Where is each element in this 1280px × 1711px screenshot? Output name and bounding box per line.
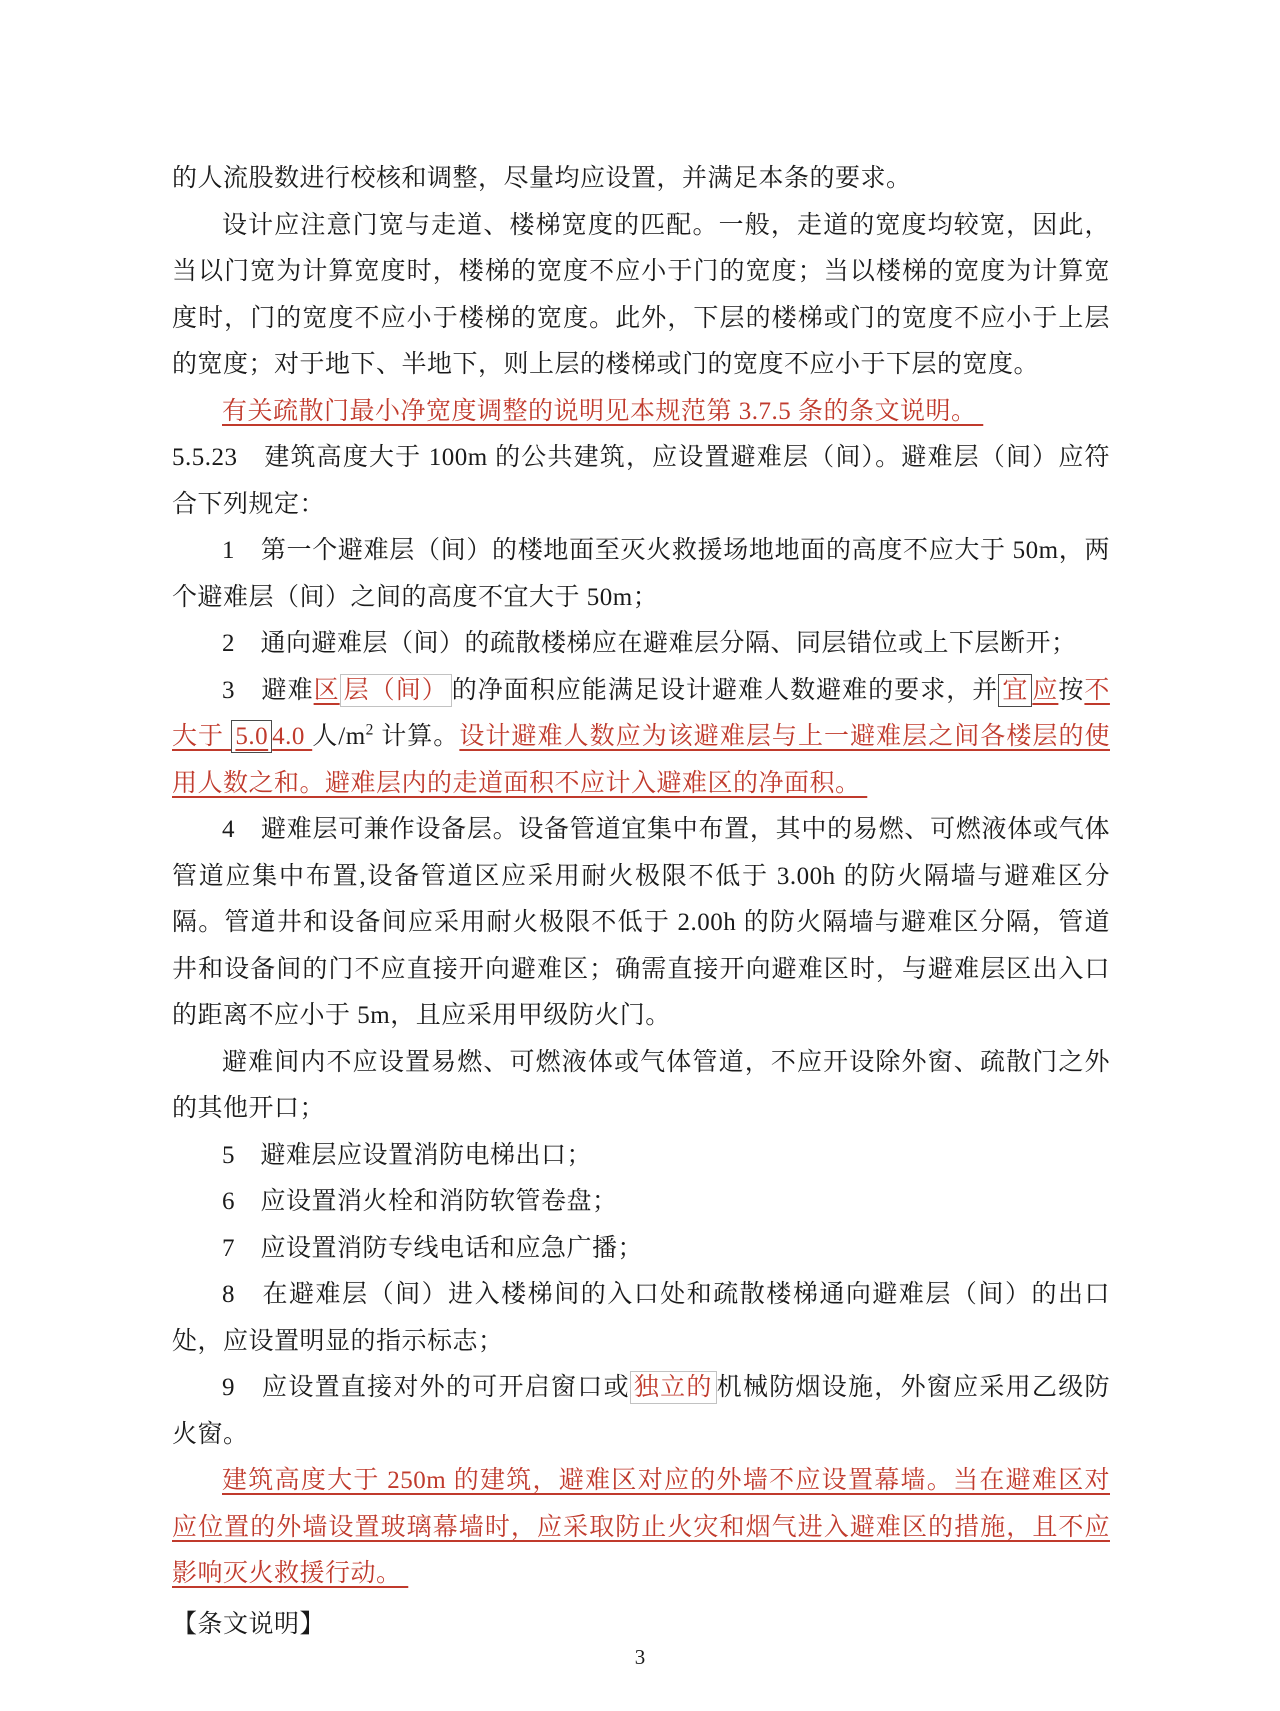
text-run: 设计应注意门宽与走道、楼梯宽度的匹配。一般，走道的宽度均较宽，因此，当以门宽为计算宽度时，楼梯的宽度不应小于门的宽度；当以楼梯的宽度为计算宽度时，门的宽度不应小于楼梯的宽度。此外，下层的楼梯或门的宽度不应小于上层的宽度；对于地下、半地下，则上层的楼梯或门的宽度不应小于下层的宽度。: [172, 211, 1110, 378]
text-run-del-light: 独立的: [630, 1371, 717, 1404]
paragraph-item-4: [172, 807, 1110, 1040]
paragraph-door-width: [172, 203, 1110, 389]
text-run: 1 第一个避难层（间）的楼地面至灭火救援场地地面的高度不应大于 50m，两个避难层（间）之间的高度不宜大于 50m；: [172, 537, 1110, 611]
paragraph-explanation-header: [172, 1602, 1110, 1649]
text-run: 3 避难: [222, 676, 314, 704]
text-run: 5.5.23 建筑高度大于 100m 的公共建筑，应设置避难层（间）。避难层（间）应符合下列规定：: [172, 444, 1110, 518]
text-run: 6 应设置消火栓和消防软管卷盘；: [222, 1188, 618, 1215]
paragraph-item-9: [172, 1365, 1110, 1458]
text-run-ins: 应: [1032, 676, 1059, 704]
text-run-ins: 不大于: [172, 676, 1110, 750]
text-run-ins: 设计避难人数应为该避难层与上一避难层之间各楼层的使用人数之和。避难层内的走道面积不应计入避难区的净面积。: [172, 723, 1110, 797]
text-run-ins: 建筑高度大于 250m 的建筑，避难区对应的外墙不应设置幕墙。当在避难区对应位置的外墙设置玻璃幕墙时，应采取防止火灾和烟气进入避难区的措施，且不应影响灭火救援行动。: [172, 1467, 1110, 1587]
text-run: 人/m: [312, 723, 366, 750]
paragraph-item-8: [172, 1272, 1110, 1365]
text-run: 计算。: [373, 723, 460, 750]
paragraph-item-4-continued: [172, 1040, 1110, 1133]
text-run-ins: 有关疏散门最小净宽度调整的说明见本规范第 3.7.5 条的条文说明。: [222, 397, 984, 425]
paragraph-item-6: [172, 1179, 1110, 1226]
text-run: 的净面积应能满足设计避难人数避难的要求，并: [451, 676, 999, 704]
paragraph-item-7: [172, 1226, 1110, 1273]
page-number: 3: [634, 1645, 646, 1669]
text-run-ins: 区: [313, 676, 340, 704]
text-run: 的人流股数进行校核和调整，尽量均应设置，并满足本条的要求。: [172, 165, 912, 192]
paragraph-curtain-wall: [172, 1458, 1110, 1598]
text-run-ins: 4.0: [272, 723, 313, 750]
text-run: 7 应设置消防专线电话和应急广播；: [222, 1234, 644, 1262]
text-run-del-light: 层（间）: [340, 674, 452, 707]
text-run: 9 应设置直接对外的可开启窗口或: [222, 1374, 630, 1401]
text-run: 按: [1058, 676, 1085, 704]
paragraph-item-3: [172, 668, 1110, 808]
text-run: 【条文说明】: [172, 1610, 326, 1638]
text-run: 机械防烟设施，外窗应采用乙级防火窗。: [172, 1374, 1110, 1448]
paragraph-reference-note: [172, 389, 1110, 436]
text-run: 2 通向避难层（间）的疏散楼梯应在避难层分隔、同层错位或上下层断开；: [222, 630, 1077, 657]
text-run: 8 在避难层（间）进入楼梯间的入口处和疏散楼梯通向避难层（间）的出口处，应设置明显的指示标志；: [172, 1281, 1110, 1355]
text-run-del-dark: 宜: [998, 674, 1032, 707]
text-run: 4 避难层可兼作设备层。设备管道宜集中布置，其中的易燃、可燃液体或气体管道应集中布置,设备管道区应采用耐火极限不低于 3.00h 的防火隔墙与避难区分隔。管道井和设备间应采用耐火极限不低于 2.00h 的防火隔墙与避难区分隔，管道井和设备间的门不应直接开向避难区；确需直接开向避难区时，与避难层区出入口的距离不应小于 5m，且应采用甲级防火门。: [172, 816, 1110, 1029]
paragraph-continuation: [172, 156, 1110, 203]
paragraph-item-5: [172, 1133, 1110, 1180]
paragraph-clause-5-5-23: [172, 435, 1110, 528]
text-run-del-dark-u: 5.0: [231, 720, 272, 753]
text-run-sup: 2: [365, 721, 374, 739]
paragraph-item-1: [172, 528, 1110, 621]
text-run: 5 避难层应设置消防电梯出口；: [222, 1141, 593, 1169]
paragraph-item-2: [172, 621, 1110, 668]
text-run: 避难间内不应设置易燃、可燃液体或气体管道，不应开设除外窗、疏散门之外的其他开口；: [172, 1048, 1110, 1122]
